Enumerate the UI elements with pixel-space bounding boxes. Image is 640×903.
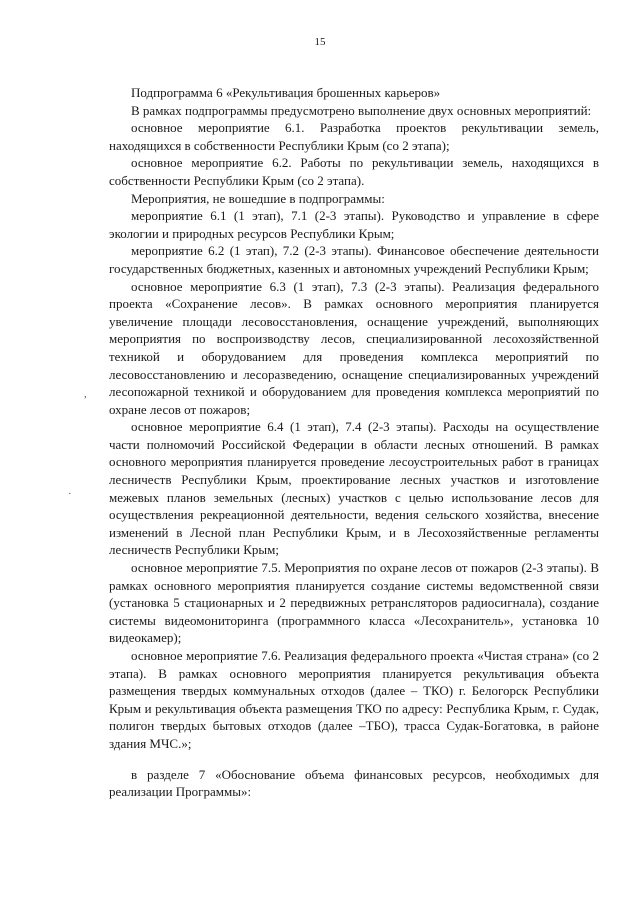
paragraph: мероприятие 6.2 (1 этап), 7.2 (2-3 этапы). Финансовое обеспечение деятельности государственных бюджетных, казенных и автономных учреждений Республики Крым; [109, 243, 599, 276]
paragraph: основное мероприятие 7.6. Реализация федерального проекта «Чистая страна» (со 2 этапа). В рамках основного мероприятия планируется рекультивация объекта размещения твердых коммунальных отходов (далее – ТКО) г. Белогорск Республики Крым и рекультивация объекта размещения ТКО по адресу: Республика Крым, г. Судак, полигон твердых бытовых отходов (далее –ТБО), трасса Судак-Богатовка, в районе здания МЧС.»; [109, 648, 599, 751]
margin-mark: , [84, 388, 87, 400]
paragraph: Мероприятия, не вошедшие в подпрограммы: [131, 190, 385, 206]
margin-mark: · [68, 488, 72, 500]
paragraph: основное мероприятие 6.3 (1 этап), 7.3 (2-3 этапы). Реализация федерального проекта «Сохранение лесов». В рамках основного мероприятия планируется увеличение площади лесовосстановления, оснащение учреждений, выполняющих мероприятия по воспроизводству лесов, специализированной лесохозяйственной техникой и оборудованием для проведения комплекса мероприятий по лесовосстановлению и лесоразведению, оснащение специализированных учреждений лесопожарной техникой и оборудованием для проведения комплекса мероприятий по охране лесов от пожаров; [109, 278, 599, 417]
section-reference: в разделе 7 «Обоснование объема финансовых ресурсов, необходимых для реализации Программы»: [109, 766, 599, 800]
page-number: 15 [314, 36, 326, 48]
paragraph: основное мероприятие 6.4 (1 этап), 7.4 (2-3 этапы). Расходы на осуществление части полномочий Российской Федерации в области лесных отношений. В рамках основного мероприятия планируется проведение лесоустроительных работ в границах лесничеств Республики Крым, проектирование лесных участков и изготовление межевых планов земельных (лесных) участков с целью использование лесов для осуществления рекреационной деятельности, ведения сельского хозяйства, внесение изменений в Лесной план Республики Крым, и в Лесохозяйственные регламенты лесничеств Республики Крым; [109, 419, 599, 558]
paragraph: основное мероприятие 6.1. Разработка проектов рекультивации земель, находящихся в собственности Республики Крым (со 2 этапа); [109, 120, 599, 153]
paragraph: основное мероприятие 7.5. Мероприятия по охране лесов от пожаров (2-3 этапы). В рамках основного мероприятия планируется создание системы ведомственной связи (установка 5 стационарных и 2 передвижных ретрансляторов радиосигнала), создание системы видеомониторинга (программного класса «Лесохранитель», установка 10 видеокамер); [109, 560, 599, 646]
document-body [109, 84, 599, 801]
subprogram-heading: Подпрограмма 6 «Рекультивация брошенных карьеров» [131, 85, 441, 100]
paragraph: мероприятие 6.1 (1 этап), 7.1 (2-3 этапы). Руководство и управление в сфере экологии и природных ресурсов Республики Крым; [109, 208, 599, 241]
paragraph: основное мероприятие 6.2. Работы по рекультивации земель, находящихся в собственности Республики Крым (со 2 этапа). [109, 155, 599, 188]
paragraph: В рамках подпрограммы предусмотрено выполнение двух основных мероприятий: [131, 102, 592, 118]
